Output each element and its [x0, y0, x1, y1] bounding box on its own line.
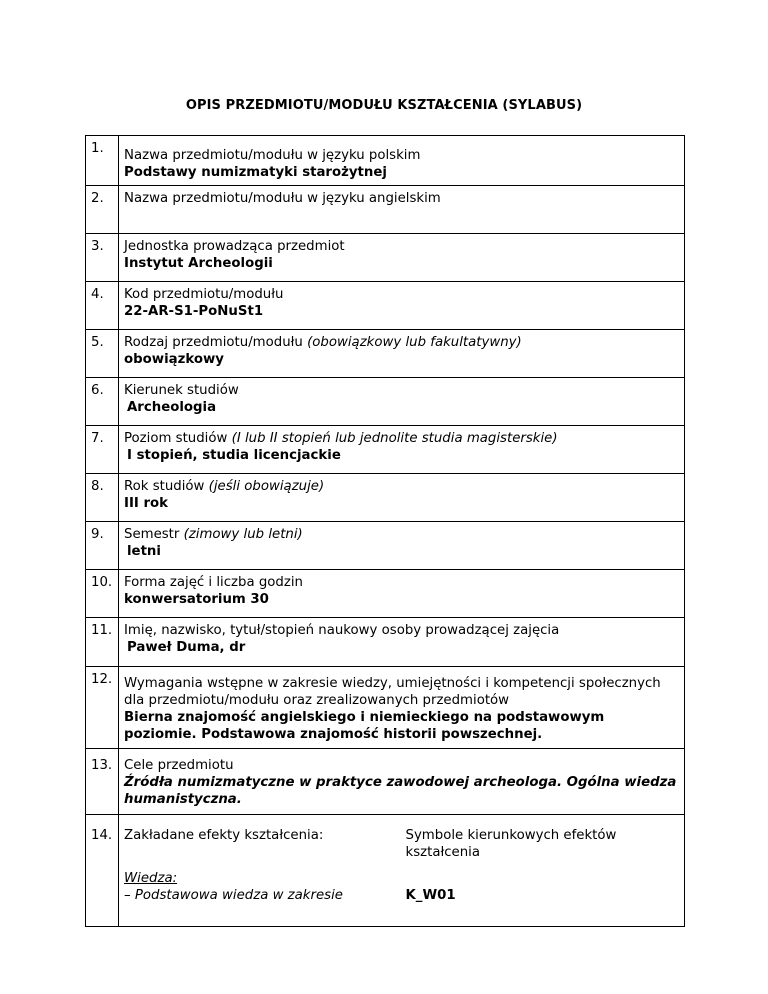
row-hint: (obowiązkowy lub fakultatywny)	[307, 335, 522, 350]
row-label: Poziom studiów	[124, 431, 228, 446]
row-value: III rok	[124, 496, 169, 511]
knowledge-symbol: K_W01	[405, 888, 456, 903]
row-number: 4.	[86, 282, 119, 330]
document-title: OPIS PRZEDMIOTU/MODUŁU KSZTAŁCENIA (SYLABUS)	[185, 98, 583, 113]
row-content	[119, 234, 685, 282]
row-value: Podstawy numizmatyki starożytnej	[124, 165, 387, 180]
row-content	[119, 136, 685, 186]
table-row	[86, 749, 685, 815]
row-label: Nazwa przedmiotu/modułu w języku angielskim	[124, 191, 441, 206]
row-content	[119, 667, 685, 749]
row-number: 3.	[86, 234, 119, 282]
table-row	[86, 186, 685, 234]
syllabus-table	[85, 135, 685, 927]
row-content	[119, 426, 685, 474]
row-label: Jednostka prowadząca przedmiot	[124, 239, 345, 254]
table-row	[86, 618, 685, 667]
table-row	[86, 136, 685, 186]
row-value: konwersatorium 30	[124, 592, 269, 607]
row-value: Paweł Duma, dr	[127, 640, 246, 655]
table-row	[86, 426, 685, 474]
row-label: Kod przedmiotu/modułu	[124, 287, 284, 302]
knowledge-item: – Podstawowa wiedza w zakresie	[124, 888, 343, 903]
row-number: 9.	[86, 522, 119, 570]
table-row	[86, 667, 685, 749]
row-number: 1.	[86, 136, 119, 186]
table-row	[86, 330, 685, 378]
row-content	[119, 618, 685, 667]
row-hint: (I lub II stopień lub jednolite studia magisterskie)	[231, 431, 558, 446]
row-content	[119, 749, 685, 815]
symbols-cell	[398, 815, 685, 927]
row-number: 11.	[86, 618, 119, 667]
row-value: I stopień, studia licencjackie	[127, 448, 341, 463]
table-row	[86, 282, 685, 330]
row-label: Forma zajęć i liczba godzin	[124, 575, 303, 590]
table-row	[86, 815, 685, 927]
row-value: obowiązkowy	[124, 352, 224, 367]
table-row	[86, 234, 685, 282]
row-label: Rok studiów	[124, 479, 205, 494]
row-number: 13.	[86, 749, 119, 815]
row-content	[119, 522, 685, 570]
row-content	[119, 474, 685, 522]
row-label: Rodzaj przedmiotu/modułu	[124, 335, 303, 350]
row-value: Źródła numizmatyczne w praktyce zawodowej archeologa. Ogólna wiedza humanistyczna.	[124, 775, 677, 807]
table-row	[86, 522, 685, 570]
table-row	[86, 570, 685, 618]
row-value: letni	[127, 544, 161, 559]
row-number: 12.	[86, 667, 119, 749]
row-hint: (zimowy lub letni)	[183, 527, 303, 542]
row-content	[119, 570, 685, 618]
row-value: Archeologia	[127, 400, 217, 415]
symbols-header: Symbole kierunkowych efektów kształcenia	[405, 828, 617, 860]
outcomes-cell	[119, 815, 398, 927]
row-label: Cele przedmiotu	[124, 758, 234, 773]
row-content	[119, 282, 685, 330]
row-number: 14.	[86, 815, 119, 927]
row-number: 5.	[86, 330, 119, 378]
row-content	[119, 330, 685, 378]
table-row	[86, 474, 685, 522]
row-content	[119, 378, 685, 426]
outcomes-label: Zakładane efekty kształcenia:	[124, 828, 324, 843]
row-number: 10.	[86, 570, 119, 618]
row-number: 7.	[86, 426, 119, 474]
row-content	[119, 186, 685, 234]
row-number: 2.	[86, 186, 119, 234]
row-hint: (jeśli obowiązuje)	[208, 479, 325, 494]
row-label: Wymagania wstępne w zakresie wiedzy, umiejętności i kompetencji społecznych dla przedmiotu/modułu oraz zrealizowanych przedmiotów	[124, 676, 661, 708]
knowledge-heading: Wiedza:	[124, 871, 178, 886]
row-value: 22-AR-S1-PoNuSt1	[124, 304, 264, 319]
row-label: Kierunek studiów	[124, 383, 239, 398]
row-number: 6.	[86, 378, 119, 426]
row-number: 8.	[86, 474, 119, 522]
row-label: Imię, nazwisko, tytuł/stopień naukowy osoby prowadzącej zajęcia	[124, 623, 560, 638]
row-value: Instytut Archeologii	[124, 256, 273, 271]
table-row	[86, 378, 685, 426]
row-label: Semestr	[124, 527, 180, 542]
row-value: Bierna znajomość angielskiego i niemieckiego na podstawowym poziomie. Podstawowa znajomość historii powszechnej.	[124, 710, 605, 742]
row-label: Nazwa przedmiotu/modułu w języku polskim	[124, 148, 421, 163]
